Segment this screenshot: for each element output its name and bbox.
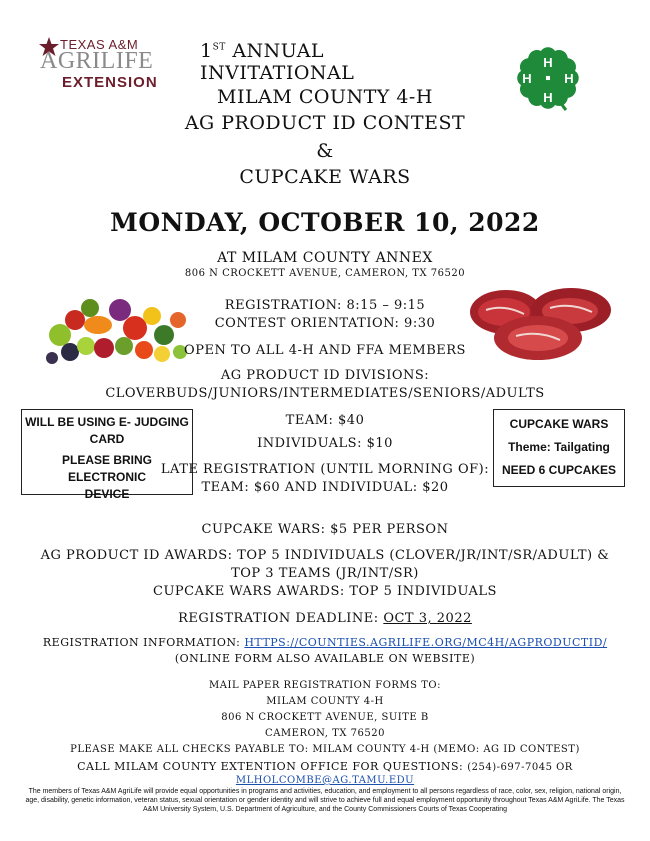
divisions-list: CLOVERBUDS/JUNIORS/INTERMEDIATES/SENIORS/ADULTS [105, 386, 545, 401]
e-judging-line-3: PLEASE BRING ELECTRONIC [61, 453, 152, 484]
mail-line-3: 806 N CROCKETT AVENUE, SUITE B [221, 712, 429, 723]
deadline-date: OCT 3, 2022 [383, 611, 472, 626]
header-line-4: & [316, 140, 334, 162]
checks-payable: PLEASE MAKE ALL CHECKS PAYABLE TO: MILAM COUNTY 4-H (MEMO: AG ID CONTEST) [70, 744, 580, 755]
cupcake-fee: CUPCAKE WARS: $5 PER PERSON [201, 522, 449, 537]
cupcake-box-line-1: CUPCAKE WARS [509, 417, 609, 431]
agrilife-logo [38, 36, 178, 92]
clover-h-right: H [564, 71, 574, 86]
clover-h-left: H [522, 71, 532, 86]
header-line-1 [200, 40, 470, 84]
contact-label: CALL MILAM COUNTY EXTENTION OFFICE FOR QUESTIONS: [77, 760, 464, 773]
clover-h-bottom: H [543, 90, 553, 105]
contact-line [0, 760, 650, 786]
e-judging-line-1: WILL BE USING E- JUDGING [25, 415, 189, 429]
registration-link[interactable]: HTTPS://COUNTIES.AGRILIFE.ORG/MC4H/AGPRODUCTID/ [244, 636, 608, 649]
contact-phone: (254)-697-7045 OR [467, 762, 573, 773]
awards-line-1: AG PRODUCT ID AWARDS: TOP 5 INDIVIDUALS (CLOVER/JR/INT/SR/ADULT) & [40, 548, 610, 563]
logo-line-2: AGRILIFE [40, 48, 154, 74]
awards-line-3: CUPCAKE WARS AWARDS: TOP 5 INDIVIDUALS [153, 584, 497, 599]
deadline [0, 611, 650, 626]
info-label: REGISTRATION INFORMATION: [42, 636, 241, 649]
logo-line-1: TEXAS A&M [60, 37, 139, 52]
clover-h-top: H [543, 55, 553, 70]
orientation-time: CONTEST ORIENTATION: 9:30 [214, 316, 436, 331]
team-fee: TEAM: $40 [285, 413, 365, 428]
mail-line-1: MAIL PAPER REGISTRATION FORMS TO: [209, 680, 441, 691]
late-fees: TEAM: $60 AND INDIVIDUAL: $20 [201, 480, 449, 495]
ordinal-suffix: ST [212, 42, 226, 53]
awards-line-2: TOP 3 TEAMS (JR/INT/SR) [231, 566, 419, 581]
e-judging-line-4: DEVICE [84, 487, 130, 501]
ordinal-number: 1 [200, 40, 213, 62]
late-registration: LATE REGISTRATION (UNTIL MORNING OF): [160, 462, 490, 477]
individual-fee: INDIVIDUALS: $10 [257, 436, 393, 451]
logo-line-3: EXTENSION [62, 74, 158, 91]
header-line-2: MILAM COUNTY 4-H [217, 86, 433, 108]
mail-line-4: CAMERON, TX 76520 [265, 728, 385, 739]
divisions-heading: AG PRODUCT ID DIVISIONS: [220, 368, 430, 383]
annual-invitational: ANNUAL INVITATIONAL [200, 40, 355, 84]
cupcake-box-line-2: Theme: Tailgating [508, 440, 610, 454]
address: 806 N CROCKETT AVENUE, CAMERON, TX 76520 [184, 268, 466, 279]
mail-line-2: MILAM COUNTY 4-H [266, 696, 384, 707]
registration-info [0, 636, 650, 649]
deadline-label: REGISTRATION DEADLINE: [178, 611, 379, 626]
registration-time: REGISTRATION: 8:15 – 9:15 [224, 298, 426, 313]
cupcake-box-line-3: NEED 6 CUPCAKES [501, 463, 617, 477]
header-line-5: CUPCAKE WARS [239, 166, 411, 188]
header-line-3: AG PRODUCT ID CONTEST [184, 112, 466, 134]
event-date: MONDAY, OCTOBER 10, 2022 [110, 208, 540, 237]
e-judging-line-2: CARD [89, 432, 125, 446]
equal-opportunity-footer: The members of Texas A&M AgriLife will provide equal opportunities in programs and activities, education, and employment to all persons regardless of race, color, sex, religion, national origin, age, disability, genetic information, veteran status, sexual orientation or gender identity and will strive to achieve full and equal employment opportunity throughout Texas A&M AgriLife. The Texas A&M University System, U.S. Department of Agriculture, and the County Commissioners Courts of Texas Cooperating [25, 788, 625, 813]
contact-email-link[interactable]: MLHOLCOMBE@AG.TAMU.EDU [235, 775, 415, 786]
online-note: (ONLINE FORM ALSO AVAILABLE ON WEBSITE) [174, 652, 476, 665]
venue: AT MILAM COUNTY ANNEX [217, 250, 433, 266]
open-to: OPEN TO ALL 4-H AND FFA MEMBERS [184, 343, 466, 358]
